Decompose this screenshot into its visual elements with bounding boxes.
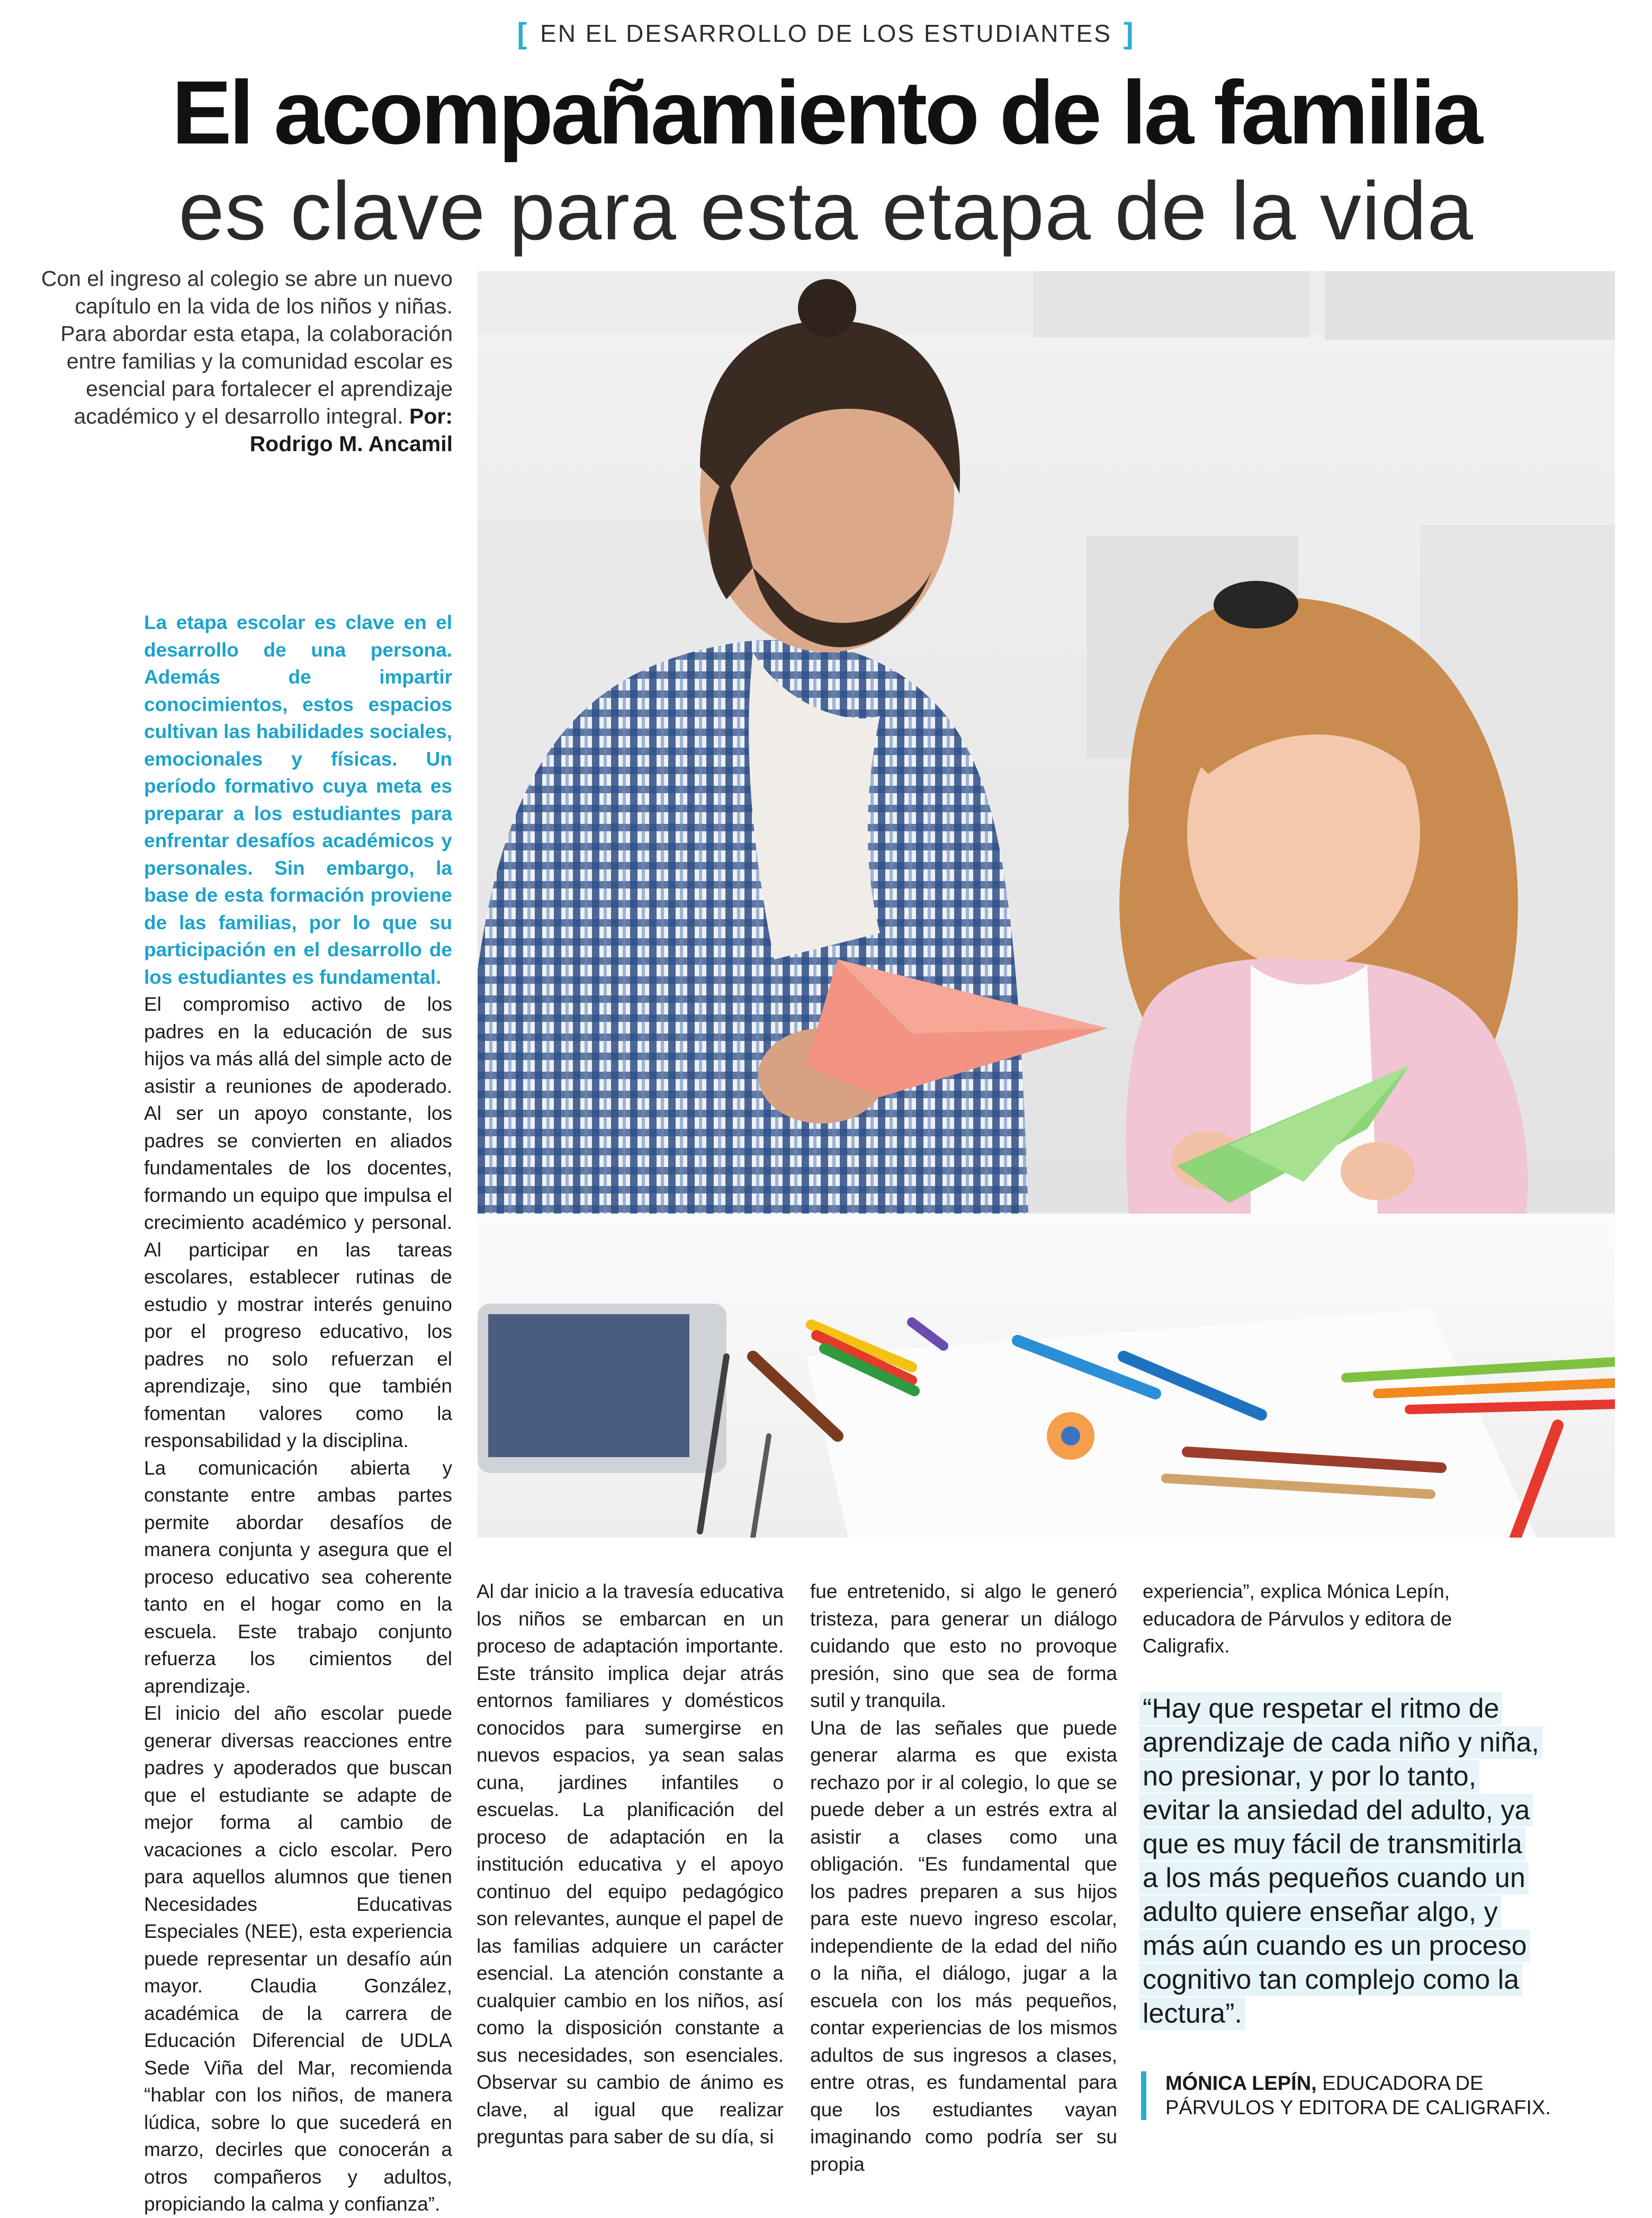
photo-father-daughter-paper-planes	[478, 271, 1615, 1538]
article-column-3	[810, 1578, 1117, 2178]
byline: Por: Rodrigo M. Ancamil	[249, 404, 453, 456]
quote-credit	[1141, 2071, 1568, 2120]
lead-text: Con el ingreso al colegio se abre un nuevo capítulo en la vida de los niños y niñas. Para abordar esta etapa, la colaboración entre familias y la comunidad escolar es esencial para fortalecer el aprendizaje académico y el desarrollo integral.	[41, 266, 453, 428]
body-paragraph: experiencia”, explica Mónica Lepín, educadora de Párvulos y editora de Caligrafix.	[1143, 1581, 1452, 1657]
subheadline: es clave para esta etapa de la vida	[178, 165, 1474, 257]
bracket-right-icon: ]	[1123, 16, 1135, 50]
bracket-left-icon: [	[517, 16, 529, 50]
article-photo	[478, 271, 1615, 1538]
intro-paragraph: La etapa escolar es clave en el desarrollo de una persona. Además de impartir conocimientos, estos espacios cultivan las habilidades sociales, emocionales y físicas. Un período formativo cuya meta es preparar a los estudiantes para enfrentar desafíos académicos y personales. Sin embargo, la base de esta formación proviene de las familias, por lo que su participación en el desarrollo de los estudiantes es fundamental.	[144, 612, 452, 988]
article-column-4	[1143, 1578, 1460, 1660]
quote-credit-role: EDUCADORA DE PÁRVULOS Y EDITORA DE CALIGRAFIX.	[1165, 2072, 1551, 2119]
body-paragraph: El compromiso activo de los padres en la educación de sus hijos va más allá del simple acto de asistir a reuniones de apoderado. Al ser un apoyo constante, los padres se convierten en aliados fundamentales de los docentes, formando un equipo que impulsa el crecimiento académico y personal. Al participar en las tareas escolares, establecer rutinas de estudio y mostrar interés genuino por el progreso educativo, los padres no solo refuerzan el aprendizaje, sino que también fomentan valores como la responsabilidad y la disciplina.	[144, 993, 453, 1451]
body-paragraph: fue entretenido, si algo le generó tristeza, para generar un diálogo cuidando que esto no provoque presión, sino que sea de forma sutil y tranquila.	[810, 1581, 1117, 1711]
section-kicker	[0, 16, 1652, 50]
article-column-2	[477, 1578, 784, 2151]
body-paragraph: Al dar inicio a la travesía educativa los niños se embarcan en un proceso de adaptación importante. Este tránsito implica dejar atrás entornos familiares y domésticos conocidos para sumergirse en nuevos espacios, ya sean salas cuna, jardines infantiles o escuelas. La planificación del proceso de adaptación en la institución educativa y el apoyo continuo del equipo pedagógico son relevantes, aunque el papel de las familias adquiere un carácter esencial. La atención constante a cualquier cambio en los niños, así como la disposición constante a sus necesidades, son esenciales. Observar su cambio de ánimo es clave, al igual que realizar preguntas para saber de su día, si	[477, 1581, 784, 2148]
headline: El acompañamiento de la familia	[172, 62, 1480, 163]
body-paragraph: Una de las señales que puede generar alarma es que exista rechazo por ir al colegio, lo que se puede deber a un estrés extra al asistir a clases como una obligación. “Es fundamental que los padres preparen a sus hijos para este nuevo ingreso escolar, independiente de la edad del niño o la niña, el diálogo, jugar a la escuela con los más pequeños, contar experiencias de los mismos adultos de sus ingresos a clases, entre otras, es fundamental para que los estudiantes vayan imaginando como podría ser su propia	[810, 1717, 1117, 2175]
quote-credit-name: MÓNICA LEPÍN,	[1165, 2072, 1317, 2095]
body-paragraph: El inicio del año escolar puede generar diversas reacciones entre padres y apoderados que buscan que el estudiante se adapte de mejor forma al cambio de vacaciones a ciclo escolar. Pero para aquellos alumnos que tienen Necesidades Educativas Especiales (NEE), esta experiencia puede representar un desafío aún mayor. Claudia González, académica de la carrera de Educación Diferencial de UDLA Sede Viña del Mar, recomienda “hablar con los niños, de manera lúdica, sobre lo que sucederá en marzo, decirles que conocerán a otros compañeros y adultos, propiciando la calma y confianza”.	[144, 1702, 452, 2215]
article-column-1	[144, 609, 452, 2218]
pull-quote-text: “Hay que respetar el ritmo de aprendizaje de cada niño y niña, no presionar, y por lo tanto, evitar la ansiedad del adulto, ya que es muy fácil de transmitirla a los más pequeños cuando un adulto quiere enseñar algo, y más aún cuando es un proceso cognitivo tan complejo como la lectura”.	[1139, 1692, 1542, 2030]
pull-quote	[1139, 1692, 1542, 2031]
kicker-text: EN EL DESARROLLO DE LOS ESTUDIANTES	[540, 19, 1112, 47]
lead-paragraph	[29, 265, 453, 457]
body-paragraph: La comunicación abierta y constante entre ambas partes permite abordar desafíos de manera conjunta y asegura que el proceso educativo sea coherente tanto en el hogar como en la escuela. Este trabajo conjunto refuerza los cimientos del aprendizaje.	[144, 1457, 452, 1697]
